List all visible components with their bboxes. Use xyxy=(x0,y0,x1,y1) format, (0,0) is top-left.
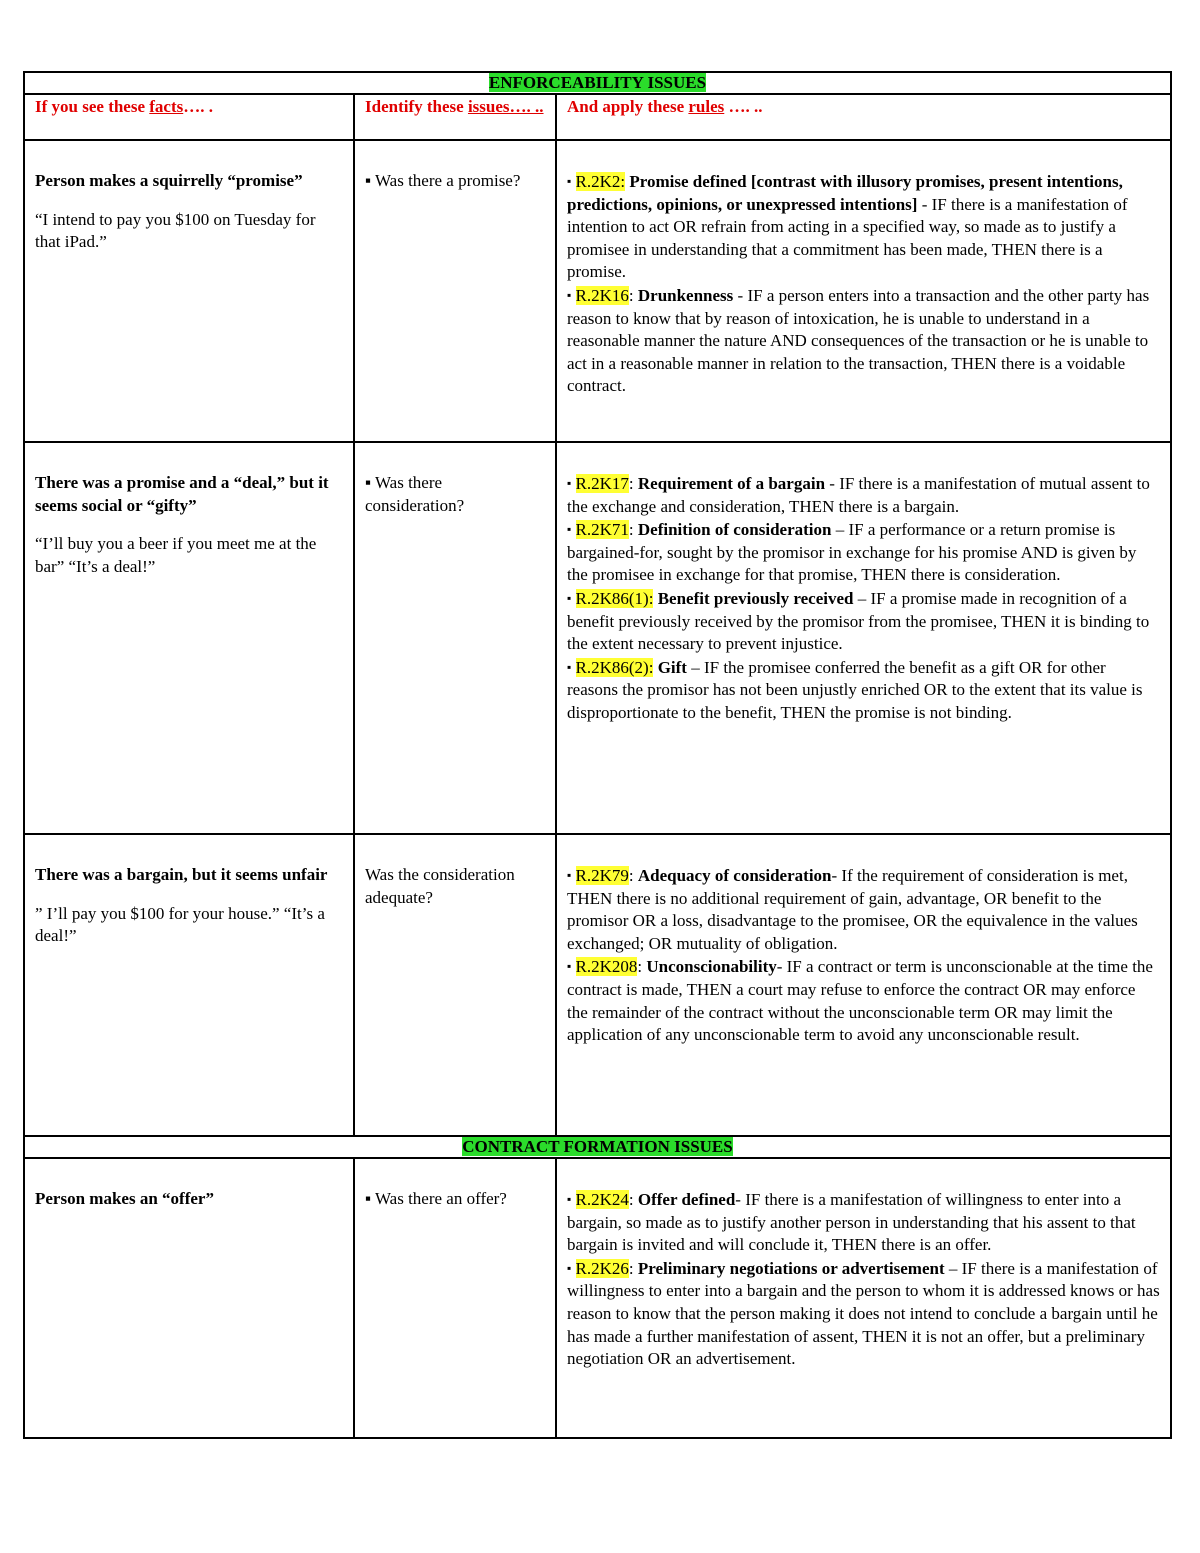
issue-cell xyxy=(354,834,556,1136)
rule-title: Requirement of a bargain xyxy=(637,474,826,493)
issue-text: ▪ Was there a promise? xyxy=(365,171,521,190)
facts-cell xyxy=(24,1158,354,1438)
issue-text: ▪ Was there an offer? xyxy=(365,1189,507,1208)
rule-text: – IF there is a manifestation of willingness to enter into a bargain and the person to whom it is addressed knows or has reason to know that the person making it does not intend to conclude a bargain until he has made a further manifestation of assent, THEN it is not an offer, but a preliminary negotiation OR an advertisement. xyxy=(567,1258,1160,1369)
rule-title: Unconscionability xyxy=(646,957,777,977)
rule-title: Adequacy of consideration xyxy=(637,866,832,885)
rule-text: - IF there is a manifestation of mutual assent to the exchange and consideration, THEN there is a bargain. xyxy=(567,474,1150,516)
rule-title: Drunkenness xyxy=(637,285,734,305)
rule-title: Benefit previously received xyxy=(657,588,854,608)
fact-title: Person makes a squirrelly “promise” xyxy=(35,171,303,190)
rule-code: R.2K86(2): xyxy=(575,657,654,677)
rule-text: – IF the promisee conferred the benefit as a gift OR for other reasons the promisor has not been unjustly enriched OR to the extent that its value is disproportionate to the benefit, THEN the promise is not binding. xyxy=(567,657,1143,722)
facts-cell xyxy=(24,442,354,834)
fact-title: There was a bargain, but it seems unfair xyxy=(35,865,328,884)
table-row xyxy=(24,140,1171,442)
issue-text: Was the consideration adequate? xyxy=(365,865,515,907)
rule-code: R.2K24 xyxy=(575,1190,629,1209)
section-title: CONTRACT FORMATION ISSUES xyxy=(462,1137,733,1156)
rule-text: – IF a promise made in recognition of a benefit previously received by the promisor from the promisee, THEN it is binding to the extent necessary to prevent injustice. xyxy=(567,588,1150,654)
rule-code: R.2K26 xyxy=(575,1258,629,1278)
rule-item: ▪ R.2K208: Unconscionability- IF a contract or term is unconscionable at the time the contract is made, THEN a court may refuse to enforce the contract OR may enforce the remainder of the contract without the unconscionable term OR may limit the application of any unconscionable term to avoid any unconscionable result. xyxy=(567,957,1153,1045)
rule-title: Offer defined xyxy=(637,1190,736,1209)
rule-title: Promise defined [contrast with illusory promises, present intentions, predictions, opinions, or unexpressed intentions] xyxy=(567,172,1123,214)
rules-cell xyxy=(556,1158,1171,1438)
fact-example: ” I’ll pay you $100 for your house.” “It’s a deal!” xyxy=(35,903,325,946)
rule-code: R.2K79 xyxy=(575,866,629,885)
rule-item: ▪ R.2K16: Drunkenness - IF a person enters into a transaction and the other party has reason to know that by reason of intoxication, he is unable to understand in a reasonable manner the nature AND consequences of the transaction or he is unable to act in a reasonable manner in relation to the transaction, THEN there is a voidable contract. xyxy=(567,285,1150,396)
table-row xyxy=(24,1158,1171,1438)
rules-cell xyxy=(556,834,1171,1136)
issue-cell xyxy=(354,140,556,442)
rule-code: R.2K71 xyxy=(575,520,629,540)
issue-cell xyxy=(354,1158,556,1438)
rule-item: ▪ R.2K79: Adequacy of consideration- If the requirement of consideration is met, THEN there is no additional requirement of gain, advantage, OR benefit to the promisor OR a loss, disadvantage to the promisee, OR the equivalence in the values exchanged; OR mutuality of obligation. xyxy=(567,866,1138,953)
rule-item: ▪ R.2K24: Offer defined- IF there is a manifestation of willingness to enter into a bargain, so made as to justify another person in understanding that his assent to that bargain is invited and will conclude it, THEN there is an offer. xyxy=(567,1190,1136,1255)
rules-cell xyxy=(556,442,1171,834)
facts-cell xyxy=(24,834,354,1136)
rule-item: ▪ R.2K86(1): Benefit previously received – IF a promise made in recognition of a benefit previously received by the promisor from the promisee, THEN it is binding to the extent necessary to prevent injustice. xyxy=(567,588,1150,654)
rule-item: ▪ R.2K17: Requirement of a bargain - IF there is a manifestation of mutual assent to the exchange and consideration, THEN there is a bargain. xyxy=(567,474,1150,516)
issue-cell xyxy=(354,442,556,834)
fact-title: There was a promise and a “deal,” but it seems social or “gifty” xyxy=(35,473,329,515)
rule-code: R.2K208 xyxy=(575,957,638,977)
issue-text: ▪ Was there consideration? xyxy=(365,473,465,515)
rule-item: ▪ R.2K86(2): Gift – IF the promisee conferred the benefit as a gift OR for other reasons the promisor has not been unjustly enriched OR to the extent that its value is disproportionate to the benefit, THEN the promise is not binding. xyxy=(567,657,1143,722)
fact-example: “I’ll buy you a beer if you meet me at the bar” “It’s a deal!” xyxy=(35,534,317,576)
rule-text: - IF there is a manifestation of willingness to enter into a bargain, so made as to justify another person in understanding that his assent to that bargain is invited and will conclude it, THEN there is an offer. xyxy=(567,1190,1136,1255)
facts-cell xyxy=(24,140,354,442)
table-row xyxy=(24,442,1171,834)
rules-cell xyxy=(556,140,1171,442)
rule-title: Preliminary negotiations or advertisement xyxy=(637,1258,945,1278)
header-rules: And apply these rules …. .. xyxy=(556,94,1171,140)
rule-text: - IF a contract or term is unconscionable at the time the contract is made, THEN a court may refuse to enforce the contract OR may enforce the remainder of the contract without the unconscionable term OR may limit the application of any unconscionable term to avoid any unconscionable result. xyxy=(567,957,1153,1045)
column-headers xyxy=(24,94,1171,140)
section-header-formation xyxy=(24,1136,1171,1158)
rule-text: - IF there is a manifestation of intention to act OR refrain from acting in a specified way, so made as to justify a promisee in understanding that a commitment has been made, THEN there is a promise. xyxy=(567,194,1128,282)
rule-item: ▪ R.2K26: Preliminary negotiations or advertisement – IF there is a manifestation of willingness to enter into a bargain and the person to whom it is addressed knows or has reason to know that the person making it does not intend to conclude a bargain until he has made a further manifestation of assent, THEN it is not an offer, but a preliminary negotiation OR an advertisement. xyxy=(567,1258,1160,1369)
rule-text: - IF a person enters into a transaction and the other party has reason to know that by reason of intoxication, he is unable to understand in a reasonable manner the nature AND consequences of the transaction or he is unable to act in a reasonable manner in relation to the transaction, THEN there is a voidable contract. xyxy=(567,285,1150,396)
rule-code: R.2K16 xyxy=(575,285,629,305)
fact-example: “I intend to pay you $100 on Tuesday for that iPad.” xyxy=(35,209,316,252)
rule-item: ▪ R.2K2: Promise defined [contrast with illusory promises, present intentions, predictions, opinions, or unexpressed intentions] - IF there is a manifestation of intention to act OR refrain from acting in a specified way, so made as to justify a promisee in understanding that a commitment has been made, THEN there is a promise. xyxy=(567,172,1128,282)
section-header-enforceability xyxy=(24,72,1171,94)
rule-code: R.2K86(1): xyxy=(575,588,654,608)
rules-table xyxy=(23,71,1172,1439)
rule-text: - If the requirement of consideration is met, THEN there is no additional requirement of gain, advantage, OR benefit to the promisor OR a loss, disadvantage to the promisee, OR the equivalence in the values exchanged; OR mutuality of obligation. xyxy=(567,866,1138,953)
rule-code: R.2K17 xyxy=(575,474,629,493)
header-issues: Identify these issues…. .. xyxy=(354,94,556,140)
rule-text: – IF a performance or a return promise is bargained-for, sought by the promisor in exchange for his promise AND is given by the promisee in exchange for that promise, THEN there is consideration. xyxy=(567,520,1137,585)
rule-item: ▪ R.2K71: Definition of consideration – IF a performance or a return promise is bargained-for, sought by the promisor in exchange for his promise AND is given by the promisee in exchange for that promise, THEN there is consideration. xyxy=(567,520,1137,585)
rule-code: R.2K2: xyxy=(575,172,626,191)
fact-title: Person makes an “offer” xyxy=(35,1189,214,1208)
header-facts: If you see these facts…. . xyxy=(24,94,354,140)
rule-title: Definition of consideration xyxy=(637,520,832,540)
rule-title: Gift xyxy=(657,657,687,677)
table-row xyxy=(24,834,1171,1136)
section-title: ENFORCEABILITY ISSUES xyxy=(488,73,707,92)
